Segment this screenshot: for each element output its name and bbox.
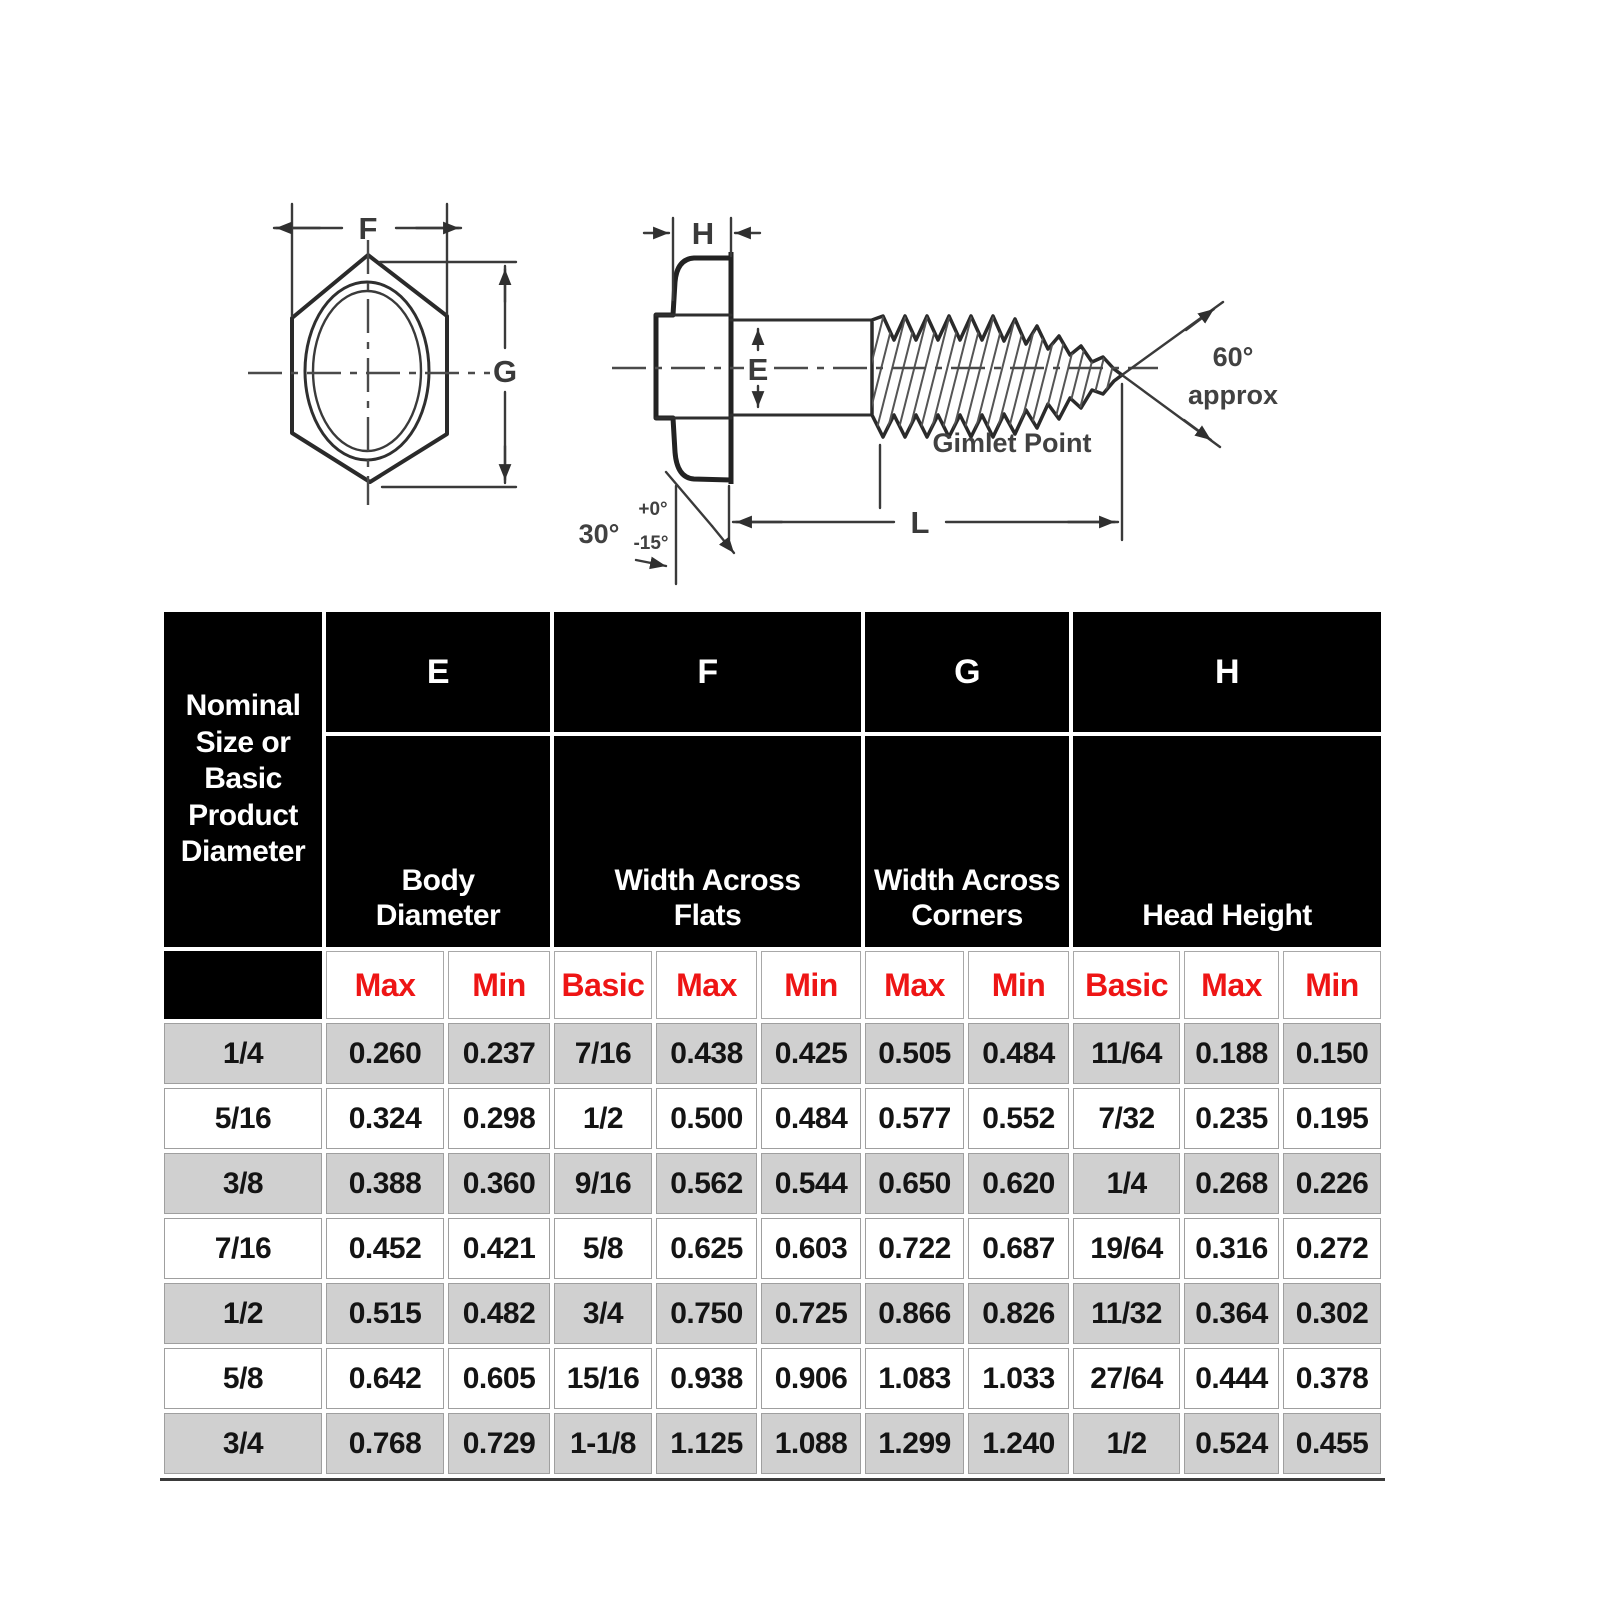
cell: 1/2 <box>554 1088 652 1149</box>
col-group-h: H <box>1073 612 1381 732</box>
cell: 11/32 <box>1073 1283 1180 1344</box>
group-name-text: Body Diameter <box>375 864 501 932</box>
subheader-row <box>164 951 1381 1019</box>
table-row <box>164 1218 1381 1279</box>
gimlet-point-label: Gimlet Point <box>932 428 1092 458</box>
subheader-f-min: Min <box>761 951 861 1019</box>
cell: 27/64 <box>1073 1348 1180 1409</box>
cell: 0.188 <box>1184 1023 1279 1084</box>
cell: 0.195 <box>1283 1088 1381 1149</box>
cell: 0.364 <box>1184 1283 1279 1344</box>
row-size: 5/8 <box>164 1348 322 1409</box>
row-size: 5/16 <box>164 1088 322 1149</box>
subheader-h-max: Max <box>1184 951 1279 1019</box>
cell: 1.299 <box>865 1413 964 1474</box>
table-row <box>164 1153 1381 1214</box>
col-group-g: G <box>865 612 1069 732</box>
cell: 0.524 <box>1184 1413 1279 1474</box>
subheader-e-max: Max <box>326 951 444 1019</box>
cell: 1.033 <box>968 1348 1069 1409</box>
cell: 1.240 <box>968 1413 1069 1474</box>
cell: 0.938 <box>656 1348 757 1409</box>
cell: 19/64 <box>1073 1218 1180 1279</box>
cell: 0.235 <box>1184 1088 1279 1149</box>
cell: 0.906 <box>761 1348 861 1409</box>
cell: 0.260 <box>326 1023 444 1084</box>
cell: 0.544 <box>761 1153 861 1214</box>
angle-30-label: 30° <box>578 519 620 549</box>
subheader-e-min: Min <box>448 951 550 1019</box>
row-size: 3/4 <box>164 1413 322 1474</box>
table-header <box>164 612 1381 947</box>
cell: 0.421 <box>448 1218 550 1279</box>
cell: 0.826 <box>968 1283 1069 1344</box>
cell: 0.237 <box>448 1023 550 1084</box>
cell: 0.378 <box>1283 1348 1381 1409</box>
technical-drawing <box>0 0 1600 600</box>
subheader-h-basic: Basic <box>1073 951 1180 1019</box>
cell: 7/16 <box>554 1023 652 1084</box>
approx-label: approx <box>1187 380 1279 410</box>
point-angle-annotation <box>1122 302 1278 447</box>
cell: 1-1/8 <box>554 1413 652 1474</box>
subheader-g-min: Min <box>968 951 1069 1019</box>
cell: 15/16 <box>554 1348 652 1409</box>
table-row <box>164 1088 1381 1149</box>
cell: 1/2 <box>1073 1413 1180 1474</box>
cell: 0.316 <box>1184 1218 1279 1279</box>
corner-header-cell: Nominal Size or Basic Product Diameter <box>164 612 322 947</box>
subheader-f-max: Max <box>656 951 757 1019</box>
cell: 0.425 <box>761 1023 861 1084</box>
cell: 0.360 <box>448 1153 550 1214</box>
cell: 0.272 <box>1283 1218 1381 1279</box>
dim-label-g: G <box>492 354 518 389</box>
cell: 5/8 <box>554 1218 652 1279</box>
cell: 9/16 <box>554 1153 652 1214</box>
cell: 0.603 <box>761 1218 861 1279</box>
lag-screw-dimension-table <box>160 608 1385 1481</box>
cell: 0.552 <box>968 1088 1069 1149</box>
dim-e <box>748 329 769 407</box>
subheader-blank-cell <box>164 951 322 1019</box>
table-row <box>164 1283 1381 1344</box>
table-row <box>164 1023 1381 1084</box>
cell: 0.452 <box>326 1218 444 1279</box>
row-size: 1/2 <box>164 1283 322 1344</box>
cell: 0.484 <box>761 1088 861 1149</box>
tolerance-minus-label: -15° <box>633 533 669 554</box>
head-facet-lines <box>656 315 731 418</box>
cell: 0.302 <box>1283 1283 1381 1344</box>
group-name-width-across-corners <box>865 736 1069 947</box>
cell: 0.725 <box>761 1283 861 1344</box>
cell: 0.482 <box>448 1283 550 1344</box>
cell: 1.083 <box>865 1348 964 1409</box>
group-name-text: Width Across Corners <box>874 864 1061 932</box>
group-name-head-height <box>1073 736 1381 947</box>
col-group-e: E <box>326 612 550 732</box>
cell: 0.866 <box>865 1283 964 1344</box>
cell: 0.750 <box>656 1283 757 1344</box>
cell: 0.268 <box>1184 1153 1279 1214</box>
cell: 0.768 <box>326 1413 444 1474</box>
angle-60-label: 60° <box>1212 342 1254 372</box>
cell: 0.577 <box>865 1088 964 1149</box>
cell: 0.226 <box>1283 1153 1381 1214</box>
cell: 3/4 <box>554 1283 652 1344</box>
table-body <box>164 951 1381 1474</box>
dim-label-f: F <box>358 211 378 246</box>
row-size: 7/16 <box>164 1218 322 1279</box>
cell: 0.324 <box>326 1088 444 1149</box>
group-name-text: Width Across Flats <box>614 864 801 932</box>
hex-front-view <box>248 204 517 505</box>
cell: 0.388 <box>326 1153 444 1214</box>
cell: 0.455 <box>1283 1413 1381 1474</box>
chamfer-angle-annotation <box>579 472 734 584</box>
table-row <box>164 1413 1381 1474</box>
cell: 0.650 <box>865 1153 964 1214</box>
lag-screw-side-view <box>579 216 1278 584</box>
row-size: 3/8 <box>164 1153 322 1214</box>
group-name-body-diameter <box>326 736 550 947</box>
cell: 0.729 <box>448 1413 550 1474</box>
row-size: 1/4 <box>164 1023 322 1084</box>
cell: 0.642 <box>326 1348 444 1409</box>
spec-table-container <box>160 608 1385 1481</box>
subheader-f-basic: Basic <box>554 951 652 1019</box>
cell: 0.505 <box>865 1023 964 1084</box>
cell: 11/64 <box>1073 1023 1180 1084</box>
cell: 1.125 <box>656 1413 757 1474</box>
cell: 0.298 <box>448 1088 550 1149</box>
cell: 1.088 <box>761 1413 861 1474</box>
cell: 0.484 <box>968 1023 1069 1084</box>
col-group-f: F <box>554 612 861 732</box>
cell: 0.515 <box>326 1283 444 1344</box>
tolerance-plus-label: +0° <box>638 499 668 520</box>
cell: 0.444 <box>1184 1348 1279 1409</box>
group-name-width-across-flats <box>554 736 861 947</box>
cell: 0.150 <box>1283 1023 1381 1084</box>
cell: 1/4 <box>1073 1153 1180 1214</box>
cell: 0.438 <box>656 1023 757 1084</box>
table-row <box>164 1348 1381 1409</box>
subheader-h-min: Min <box>1283 951 1381 1019</box>
cell: 0.625 <box>656 1218 757 1279</box>
cell: 7/32 <box>1073 1088 1180 1149</box>
cell: 0.620 <box>968 1153 1069 1214</box>
threaded-section <box>850 306 1139 448</box>
cell: 0.722 <box>865 1218 964 1279</box>
dim-label-e: E <box>747 352 769 387</box>
subheader-g-max: Max <box>865 951 964 1019</box>
cell: 0.500 <box>656 1088 757 1149</box>
cell: 0.605 <box>448 1348 550 1409</box>
dim-label-h: H <box>691 216 715 251</box>
dim-label-l: L <box>910 505 930 540</box>
group-name-text: Head Height <box>1142 898 1312 932</box>
cell: 0.562 <box>656 1153 757 1214</box>
cell: 0.687 <box>968 1218 1069 1279</box>
